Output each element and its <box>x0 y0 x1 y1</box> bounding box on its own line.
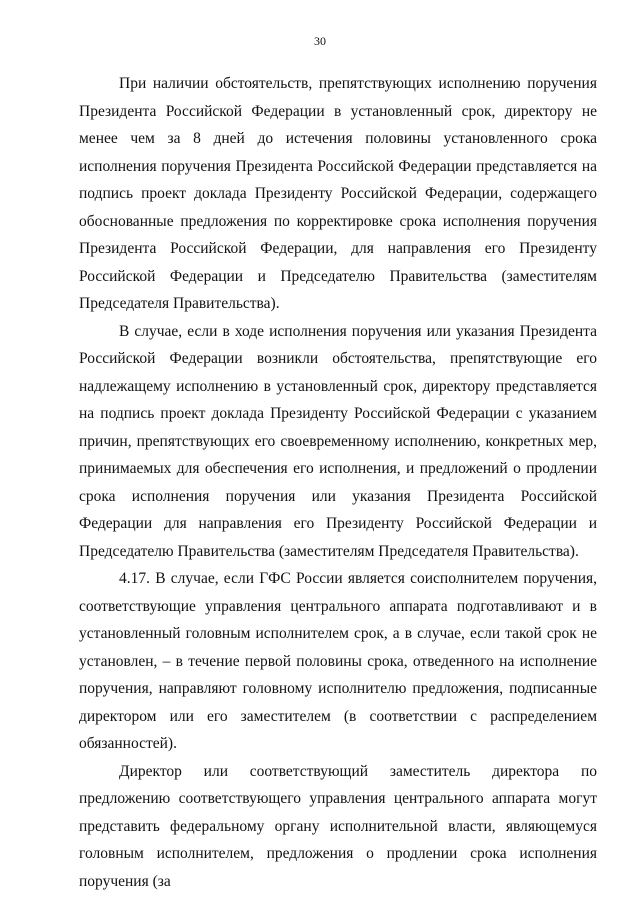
paragraph-4: Директор или соответствующий заместитель директора по предложению соответствующего управления центрального аппарата могут представить федеральному органу исполнительной власти, являющемуся головным исполнителем, предложения о продлении срока исполнения поручения (за <box>79 762 597 890</box>
paragraph-1: При наличии обстоятельств, препятствующих исполнению поручения Президента Российской Федерации в установленный срок, директору не менее чем за 8 дней до истечения половины установленного срока исполнения поручения Президента Российской Федерации представляется на подпись проект доклада Президенту Российской Федерации, содержащего обоснованные предложения по корректировке срока исполнения поручения Президента Российской Федерации, для направления его Президенту Российской Федерации и Председателю Правительства (заместителям Председателя Правительства). <box>79 75 597 312</box>
page-number: 30 <box>314 34 326 48</box>
paragraph-3: 4.17. В случае, если ГФС России является соисполнителем поручения, соответствующие управления центрального аппарата подготавливают и в установленный головным исполнителем срок, а в случае, если такой срок не установлен, – в течение первой половины срока, отведенного на исполнение поручения, направляют головному исполнителю предложения, подписанные директором или его заместителем (в соответствии с распределением обязанностей). <box>79 570 597 752</box>
document-body <box>79 70 597 895</box>
paragraph-2: В случае, если в ходе исполнения поручения или указания Президента Российской Федерации возникли обстоятельства, препятствующие его надлежащему исполнению в установленный срок, директору представляется на подпись проект доклада Президенту Российской Федерации с указанием причин, препятствующих его своевременному исполнению, конкретных мер, принимаемых для обеспечения его исполнения, и предложений о продлении срока исполнения поручения или указания Президента Российской Федерации для направления его Президенту Российской Федерации и Председателю Правительства (заместителям Председателя Правительства). <box>79 322 597 560</box>
